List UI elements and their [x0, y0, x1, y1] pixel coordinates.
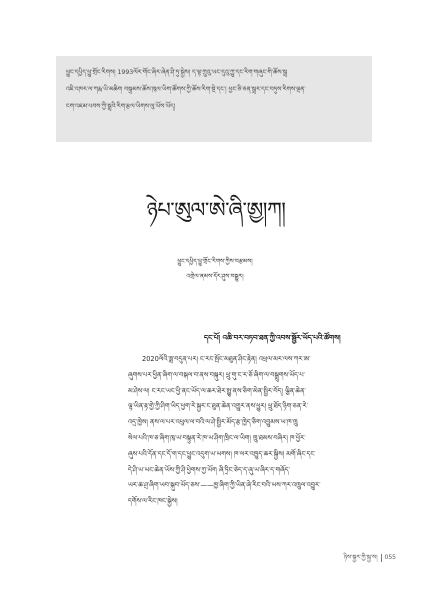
body-line: མ་ཤེས་ལ། ང་རང་ཡང་ཕྱི་ནང་ཡོད་ལ་ཆར་ཐེར་སྤྱུ་ནས་ཅིག་མེན་སྤྱིར་བོད། ལྕིན་ཆེན་ — [128, 386, 306, 395]
section-heading: དང་པོ། འཆི་བར་བཏབ་ཐན་ཀྱི་འབས་སྦྱོར་ཡོད་པའི་ཚོགས། — [204, 333, 341, 342]
body-text — [128, 352, 394, 510]
page-footer — [316, 553, 396, 563]
body-line: ཞུགས་པར་ཕྱིན་ཞིག་ལ་བསྐལ་བ་ནས་བསྐུར། ཕྲུ་གུ་ང་ར་ཅོ་ཞིག་ལ་བསྒྲུགས་ཡོད་པ་ — [128, 370, 305, 379]
body-line: དེ་ཤི་ཡ་ཡང་ཆེན་ཡོས་ཀྱི་ཤི་ཕྱེགས་ཀྱ་ཡོག ཞི་ཏྲིང་ཅེད་ད་ཞུ་ཡ་ཞིར་ད་གཞོད་ — [128, 465, 290, 474]
author-bio-line: ངག་འཇམ་པབས་ཀྱི་སྒྲའི་རིག་རྩལ་ཡིགས་ལུ་ཡོས་ཡོད། — [66, 103, 176, 110]
author-bio-line: ཕྱུང་དཔྱིད་ཕྱུ་གྲོང་རིགས། 1993ལོར་གོང་ཞིར་ཞེན་ཤི་ཏུ་སྐྱེས། ད་ལྟ་ཀྲུའུ་ཡང་དུའུ་ཀྱུ་དང་རིག་གཞུང་གི་ཆོས་སྒྲ — [66, 69, 288, 76]
author-bio-box — [56, 56, 372, 142]
page-number: 055 — [384, 554, 396, 561]
author-credit: ཕྱུང་དཔྱིད་ཕྱུ་གྲོང་རིགས་ཀྱིས་བརྩམས། — [177, 258, 253, 265]
body-line: ལྷ་ཡིན་རྟ་གྱེ་ཀྱི་ཤིག་ཡིད་ཕྱག་རེ་སྐྱར་ང་ཐུན་ཆེན་འགྱུར་ནས་ཕྱུར། ཕྲུ་ཐོད་ཉིག་ཅན་རེ་ — [128, 402, 308, 411]
body-line: དགོས་ལ་རིང་ཁང་སྐྱེས། — [128, 497, 178, 506]
body-line: སེལ་པའི་ཁ་ཅ་ཞིག་ཁུ་ཡ་བསྟུན་རེ་ཁ་ཡ་ཤིག་ཁྲིང་ལ་ཡིག། ཁྲུ་ཐམས་བཞིར། ཁ་ཕྱོར་ — [128, 433, 306, 442]
footer-divider — [381, 554, 382, 562]
calligraphic-title: ཉེཔ་ཨུལ་ཨེ་ཞི་ཨྱ།ཀ། — [146, 198, 286, 222]
author-bio-line: འཇི་འཁར་ལ་ཀརྨ་ཡི་མཆིག བསྐྲམས་ཆོས་ཁུལ་ཡིག་ཚོགས་ཀྱི་ཆོས་རིག་སྡེ་དང་། ཕྱང་ཅི་ཅན་སྒྲར་དང་བཏུས་རིགས་ལྡན་ — [66, 86, 306, 93]
journal-name: ཉིས་སྐྱར་ཀྱི་སྐྱ་ས། — [343, 554, 378, 561]
translator-credit: འགྲེལ་ནམས་དོར་ཤུས་བསྒྱུར། — [186, 273, 244, 280]
credits-block — [150, 254, 280, 284]
body-line: འདྲ་ཁྱེས། ནས་ལ་པར་འཕུལ་ལ་བའི་ལ་ཤེ་སྤྱིར་མོད་རྩ་ཁྱེད་ཅིག་འབྱུམས་ཡ་ཁ་ཁྲུ — [128, 418, 298, 427]
body-line: 2020ལོའི་ཟླ་བདུན་པར། ང་རང་སྤོང་མཐུན་ཤིང་རྟེན། འཕྲལ་མར་ལས་ཀར་ཨ་ — [142, 355, 311, 363]
body-line: ཡར་ཆ་ཤྲ་ཞིག་ཡབ་སྐུབ་ཡོད་ཅས་——ཁྱ་ཞིག་ཀྱི་ཡིན་ཞེ་རིང་བའི་ཡས་ཀར་འཁྲུལ་འབྱུར་ — [128, 481, 321, 490]
body-line: ཞུས་པའི་དོན་དང་དོ་ག་དང་ཕྱུང་འདུག་ཡ་ཡགས། ཁ་ལར་འཁྱུད་ཆར་སྐྱིས། མགོ་ཞིང་དང་ — [128, 449, 316, 458]
